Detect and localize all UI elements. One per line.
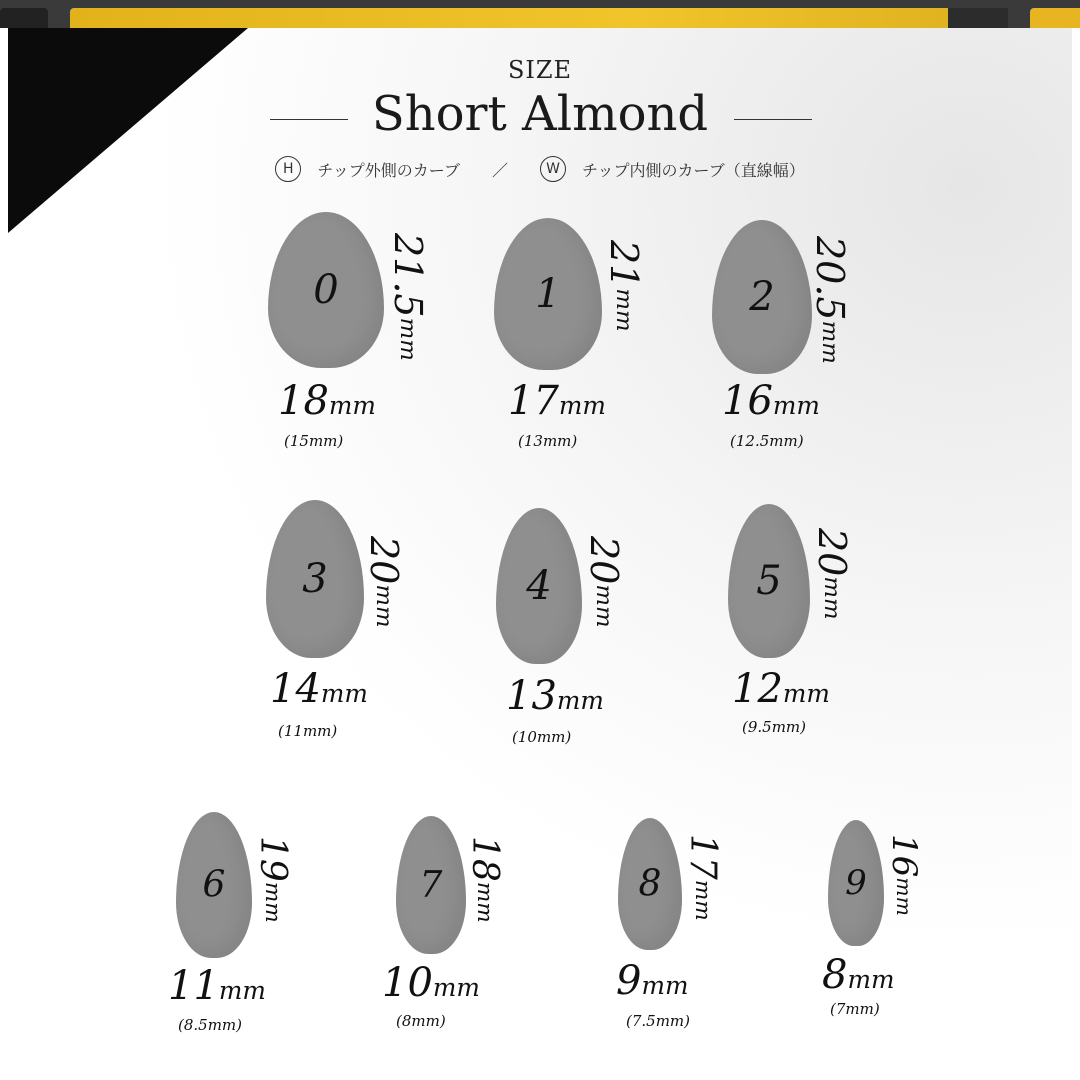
legend-h-text: チップ外側のカーブ [317, 160, 460, 180]
title-rule-right [734, 119, 812, 120]
tip-length-label: 21mm [602, 240, 646, 332]
tip-size-number: 5 [756, 558, 782, 604]
tip-size-number: 4 [526, 563, 552, 609]
tip-width-label: 8mm [822, 952, 895, 998]
tip-size-number: 6 [202, 864, 226, 906]
tip-length-label: 21.5mm [386, 233, 430, 361]
tip-size-number: 7 [419, 864, 443, 906]
tip-length-label: 20mm [582, 536, 626, 628]
tip-inner-width-label: (7.5mm) [626, 1012, 691, 1030]
tip-length-label: 17mm [682, 834, 723, 921]
nail-tip-8 [618, 818, 682, 950]
tip-width-label: 18mm [278, 378, 376, 424]
tip-width-label: 12mm [732, 666, 830, 712]
banner-thumbnail[interactable] [0, 8, 48, 28]
nail-tip-9 [828, 820, 884, 946]
nail-tip-5 [728, 504, 810, 658]
tip-inner-width-label: (13mm) [518, 432, 578, 450]
w-badge-icon: W [540, 156, 566, 182]
tip-width-label: 10mm [382, 960, 480, 1006]
tip-width-label: 13mm [506, 673, 604, 719]
tip-length-label: 16mm [884, 834, 924, 916]
legend-w-text: チップ内側のカーブ（直線幅） [582, 160, 805, 180]
tip-width-label: 16mm [722, 378, 820, 424]
nail-tip-0 [268, 212, 384, 368]
tip-length-label: 20mm [810, 528, 854, 620]
tip-inner-width-label: (15mm) [284, 432, 344, 450]
tip-width-label: 17mm [508, 378, 606, 424]
tip-inner-width-label: (7mm) [830, 1000, 880, 1018]
nail-tip-6 [176, 812, 252, 958]
tip-size-number: 3 [302, 556, 328, 602]
nail-tip-3 [266, 500, 364, 658]
h-badge-icon: H [275, 156, 301, 182]
tip-length-label: 18mm [464, 836, 505, 923]
tip-inner-width-label: (9.5mm) [742, 718, 807, 736]
tip-length-label: 20mm [362, 536, 406, 628]
top-banner-strip [0, 0, 1080, 28]
tip-width-label: 11mm [168, 963, 266, 1009]
size-chart-image [8, 28, 1072, 1080]
tip-inner-width-label: (8.5mm) [178, 1016, 243, 1034]
legend [8, 156, 1072, 182]
tip-inner-width-label: (12.5mm) [730, 432, 804, 450]
tip-inner-width-label: (11mm) [278, 722, 338, 740]
tip-inner-width-label: (10mm) [512, 728, 572, 746]
nail-tip-4 [496, 508, 582, 664]
tip-length-label: 19mm [252, 836, 293, 923]
tip-size-number: 9 [845, 863, 867, 903]
nail-tip-2 [712, 220, 812, 374]
banner-thumbnail-next[interactable] [1030, 8, 1080, 28]
tip-size-number: 8 [638, 863, 662, 905]
legend-separator: ／ [491, 160, 508, 180]
page-title: Short Almond [371, 86, 709, 142]
tip-size-number: 1 [535, 271, 561, 317]
tip-length-label: 20.5mm [808, 236, 852, 364]
tip-width-label: 14mm [270, 666, 368, 712]
promo-banner[interactable] [70, 8, 1008, 28]
size-label: SIZE [507, 56, 573, 84]
nail-tip-7 [396, 816, 466, 954]
tip-width-label: 9mm [616, 958, 689, 1004]
tip-size-number: 2 [749, 274, 775, 320]
nail-tip-1 [494, 218, 602, 370]
tip-inner-width-label: (8mm) [396, 1012, 446, 1030]
tip-size-number: 0 [313, 267, 339, 313]
